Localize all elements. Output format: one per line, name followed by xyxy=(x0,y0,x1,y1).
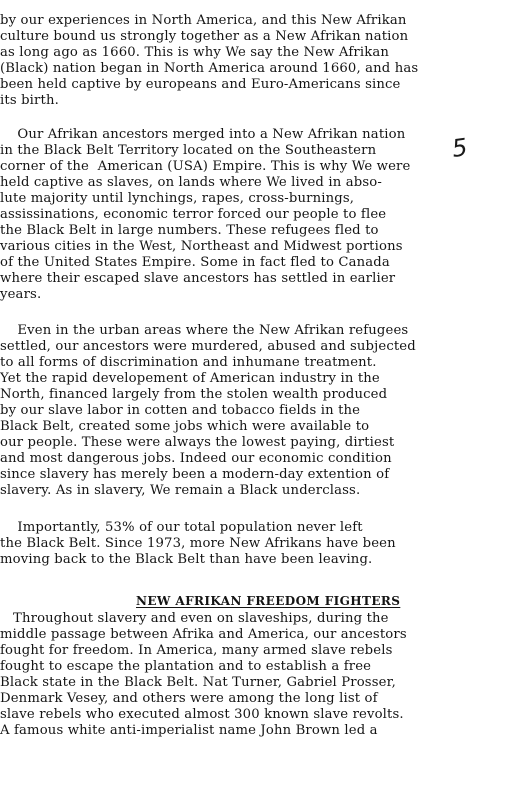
text-line: to all forms of discrimination and inhumane treatment. xyxy=(0,355,377,370)
text-line: Importantly, 53% of our total population never left xyxy=(0,520,363,535)
text-line: Throughout slavery and even on slaveships, during the xyxy=(0,611,389,626)
text-line: lute majority until lynchings, rapes, cross-burnings, xyxy=(0,191,355,206)
text-line: Black state in the Black Belt. Nat Turner, Gabriel Prosser, xyxy=(0,675,396,690)
text-line: where their escaped slave ancestors has settled in earlier xyxy=(0,271,396,286)
text-line: middle passage between Afrika and America, our ancestors xyxy=(0,627,407,642)
text-line: slave rebels who executed almost 300 known slave revolts. xyxy=(0,707,404,722)
text-line: Our Afrikan ancestors merged into a New Afrikan nation xyxy=(0,127,406,142)
text-line: and most dangerous jobs. Indeed our economic condition xyxy=(0,451,392,466)
text-line: the Black Belt. Since 1973, more New Afrikans have been xyxy=(0,536,396,551)
text-line: by our experiences in North America, and this New Afrikan xyxy=(0,13,407,28)
text-line: culture bound us strongly together as a New Afrikan nation xyxy=(0,29,409,44)
text-line: various cities in the West, Northeast and Midwest portions xyxy=(0,239,403,254)
text-line: held captive as slaves, on lands where We lived in abso- xyxy=(0,175,382,190)
text-line: by our slave labor in cotten and tobacco fields in the xyxy=(0,403,361,418)
text-line: our people. These were always the lowest paying, dirtiest xyxy=(0,435,395,450)
text-line: Denmark Vesey, and others were among the long list of xyxy=(0,691,378,706)
text-line: North, financed largely from the stolen wealth produced xyxy=(0,387,388,402)
text-line: A famous white anti-imperialist name John Brown led a xyxy=(0,723,378,738)
page-number-mark: 5 xyxy=(450,133,470,163)
section-heading: NEW AFRIKAN FREEDOM FIGHTERS xyxy=(136,594,401,608)
text-line: of the United States Empire. Some in fact fled to Canada xyxy=(0,255,390,270)
text-line: as long ago as 1660. This is why We say the New Afrikan xyxy=(0,45,390,60)
text-line: years. xyxy=(0,287,42,302)
text-line: the Black Belt in large numbers. These refugees fled to xyxy=(0,223,379,238)
text-line: been held captive by europeans and Euro-Americans since xyxy=(0,77,401,92)
text-line: settled, our ancestors were murdered, abused and subjected xyxy=(0,339,416,354)
text-line: assissinations, economic terror forced our people to flee xyxy=(0,207,387,222)
text-line: fought for freedom. In America, many armed slave rebels xyxy=(0,643,393,658)
text-line: Even in the urban areas where the New Afrikan refugees xyxy=(0,323,409,338)
text-line: fought to escape the plantation and to establish a free xyxy=(0,659,372,674)
text-line: corner of the American (USA) Empire. This is why We were xyxy=(0,159,411,174)
text-line: in the Black Belt Territory located on the Southeastern xyxy=(0,143,377,158)
text-line: slavery. As in slavery, We remain a Black underclass. xyxy=(0,483,361,498)
text-line: its birth. xyxy=(0,93,59,108)
text-line: Black Belt, created some jobs which were available to xyxy=(0,419,370,434)
text-line: moving back to the Black Belt than have been leaving. xyxy=(0,552,373,567)
text-line: since slavery has merely been a modern-day extention of xyxy=(0,467,390,482)
text-line: Yet the rapid developement of American industry in the xyxy=(0,371,380,386)
text-line: (Black) nation began in North America around 1660, and has xyxy=(0,61,419,76)
